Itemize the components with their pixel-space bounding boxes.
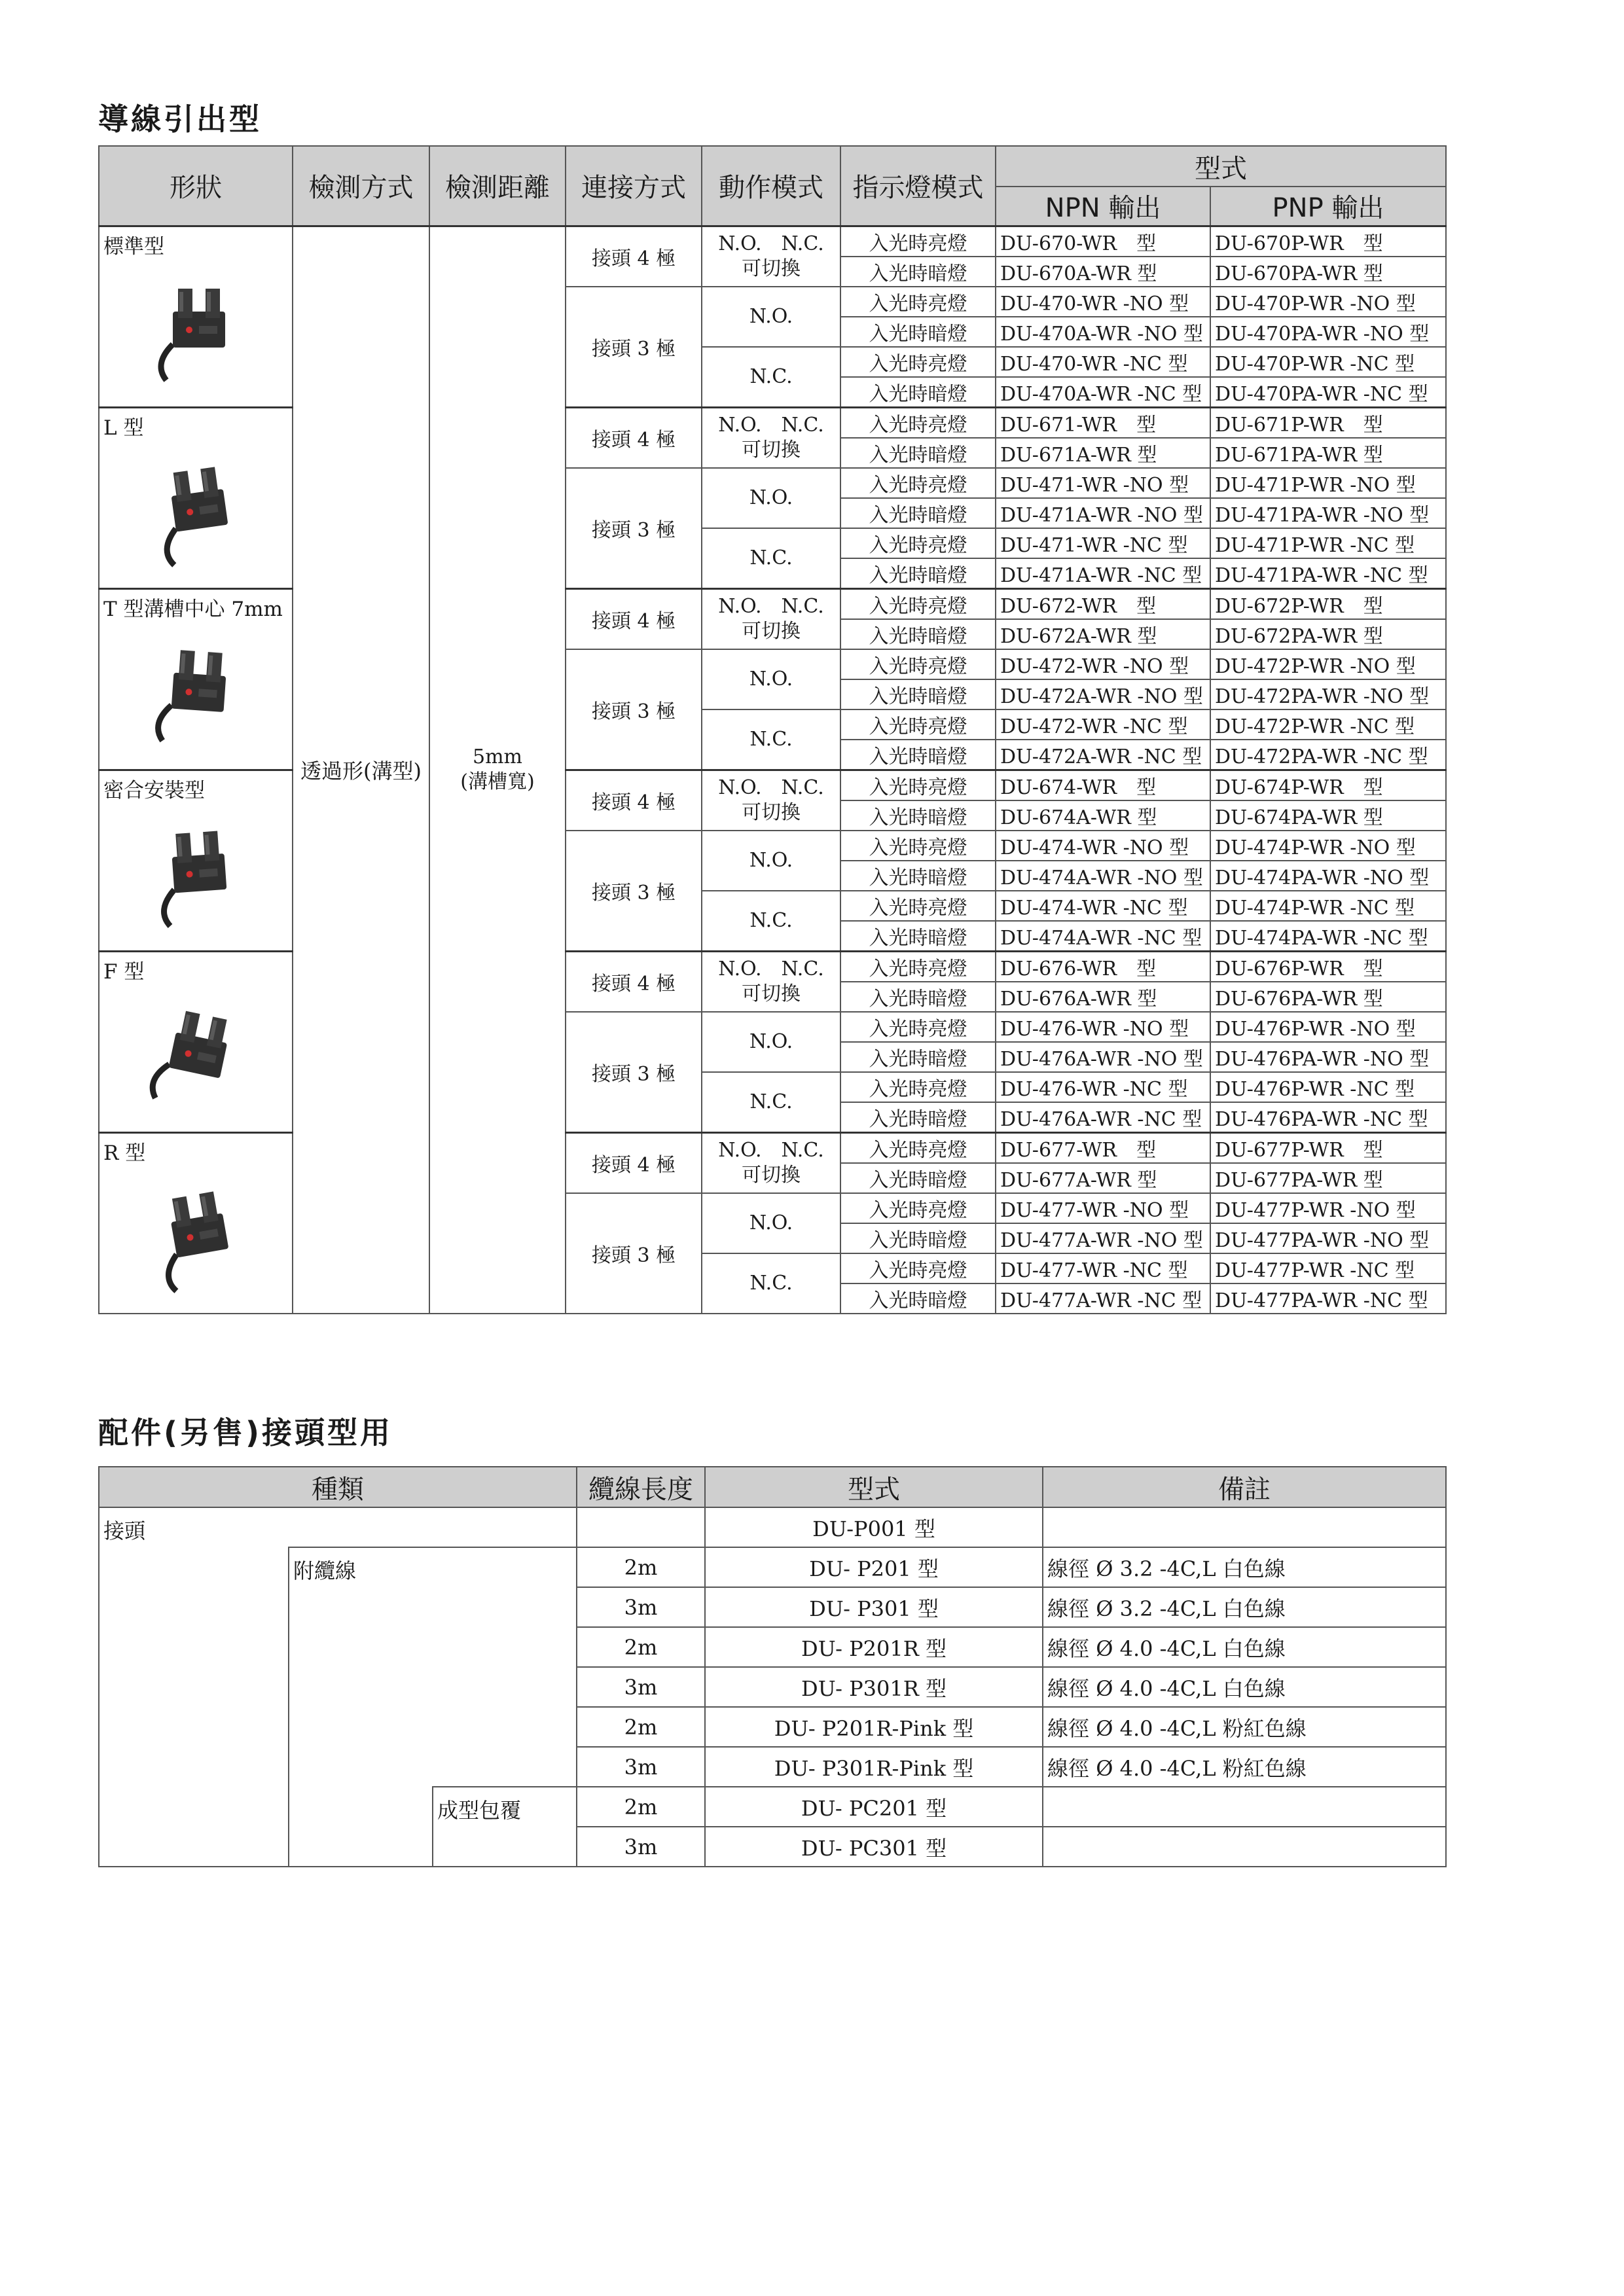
npn-model: DU-472-WR -NC 型 [996, 709, 1210, 740]
accessory-table [98, 1466, 1447, 1867]
pnp-model: DU-674P-WR 型 [1210, 770, 1446, 800]
shape-cell [99, 770, 293, 951]
connection-4pin: 接頭 4 極 [566, 407, 702, 468]
npn-model: DU-476-WR -NC 型 [996, 1072, 1210, 1102]
accessory-model: DU- PC201 型 [705, 1787, 1043, 1827]
npn-model: DU-674A-WR 型 [996, 800, 1210, 831]
pnp-model: DU-471P-WR -NO 型 [1210, 468, 1446, 498]
indicator-mode: 入光時暗燈 [840, 921, 996, 952]
mode-nc: N.C. [702, 1253, 840, 1314]
pnp-model: DU-477PA-WR -NO 型 [1210, 1223, 1446, 1253]
npn-model: DU-471A-WR -NC 型 [996, 558, 1210, 589]
indicator-mode: 入光時亮燈 [840, 770, 996, 800]
pnp-model: DU-470P-WR -NC 型 [1210, 347, 1446, 377]
pnp-model: DU-676PA-WR 型 [1210, 982, 1446, 1012]
indicator-mode: 入光時亮燈 [840, 347, 996, 377]
accessory-note: 線徑 Ø 4.0 -4C,L 粉紅色線 [1043, 1747, 1446, 1787]
cable-length: 3m [577, 1827, 705, 1867]
npn-model: DU-677-WR 型 [996, 1132, 1210, 1163]
accessory-model: DU- PC301 型 [705, 1827, 1043, 1867]
npn-model: DU-472A-WR -NO 型 [996, 679, 1210, 709]
npn-model: DU-670A-WR 型 [996, 257, 1210, 287]
pnp-model: DU-677P-WR 型 [1210, 1132, 1446, 1163]
npn-model: DU-677A-WR 型 [996, 1163, 1210, 1193]
accessory-model: DU-P001 型 [705, 1507, 1043, 1547]
npn-model: DU-470A-WR -NO 型 [996, 317, 1210, 347]
section-title-accessories: 配件(另售)接頭型用 [98, 1415, 393, 1450]
indicator-mode: 入光時暗燈 [840, 498, 996, 528]
pnp-model: DU-472P-WR -NC 型 [1210, 709, 1446, 740]
mode-switch-line1: N.O. N.C. [718, 957, 824, 980]
connection-4pin: 接頭 4 極 [566, 1132, 702, 1193]
npn-model: DU-472A-WR -NC 型 [996, 740, 1210, 770]
sensor-photo-icon [127, 447, 264, 578]
shape-label: L 型 [103, 416, 144, 440]
npn-model: DU-676-WR 型 [996, 951, 1210, 982]
indicator-mode: 入光時亮燈 [840, 649, 996, 679]
npn-model: DU-476A-WR -NC 型 [996, 1102, 1210, 1133]
mode-no: N.O. [702, 287, 840, 347]
table-row [99, 226, 1446, 257]
header-indicator: 指示燈模式 [840, 146, 996, 226]
pnp-model: DU-474P-WR -NC 型 [1210, 891, 1446, 921]
pnp-model: DU-672P-WR 型 [1210, 588, 1446, 619]
shape-label: 標準型 [103, 234, 164, 259]
sensor-photo-icon [127, 1172, 264, 1303]
npn-model: DU-470A-WR -NC 型 [996, 377, 1210, 408]
pnp-model: DU-476PA-WR -NO 型 [1210, 1042, 1446, 1072]
indicator-mode: 入光時亮燈 [840, 891, 996, 921]
distance-note: (溝槽寬) [460, 770, 535, 793]
mode-nc: N.C. [702, 1072, 840, 1133]
connection-4pin: 接頭 4 極 [566, 226, 702, 287]
header-note: 備註 [1043, 1467, 1446, 1507]
mode-switch-line2: 可切換 [742, 438, 801, 461]
indicator-mode: 入光時暗燈 [840, 1102, 996, 1133]
npn-model: DU-477A-WR -NC 型 [996, 1283, 1210, 1314]
indicator-mode: 入光時亮燈 [840, 287, 996, 317]
sensor-photo-icon [127, 991, 264, 1122]
sensor-photo-icon [127, 810, 264, 941]
accessory-note [1043, 1787, 1446, 1827]
indicator-mode: 入光時暗燈 [840, 800, 996, 831]
indicator-mode: 入光時暗燈 [840, 1042, 996, 1072]
connection-4pin: 接頭 4 極 [566, 588, 702, 649]
table-row [99, 1547, 1446, 1587]
mode-switch-line1: N.O. N.C. [718, 413, 824, 437]
pnp-model: DU-670PA-WR 型 [1210, 257, 1446, 287]
header-pnp: PNP 輸出 [1210, 187, 1446, 226]
mode-nc: N.C. [702, 709, 840, 770]
connection-3pin: 接頭 3 極 [566, 1193, 702, 1314]
mode-switch-line2: 可切換 [742, 800, 801, 824]
pnp-model: DU-676P-WR 型 [1210, 951, 1446, 982]
npn-model: DU-471-WR -NC 型 [996, 528, 1210, 558]
cable-length: 2m [577, 1787, 705, 1827]
mode-switch-line2: 可切換 [742, 982, 801, 1005]
header-length: 纜線長度 [577, 1467, 705, 1507]
npn-model: DU-474A-WR -NC 型 [996, 921, 1210, 952]
connection-3pin: 接頭 3 極 [566, 1012, 702, 1133]
npn-model: DU-470-WR -NO 型 [996, 287, 1210, 317]
pnp-model: DU-474PA-WR -NC 型 [1210, 921, 1446, 952]
accessory-model: DU- P301R 型 [705, 1667, 1043, 1707]
npn-model: DU-671-WR 型 [996, 407, 1210, 438]
indicator-mode: 入光時暗燈 [840, 1223, 996, 1253]
mode-nc: N.C. [702, 891, 840, 952]
connection-4pin: 接頭 4 極 [566, 770, 702, 831]
pnp-model: DU-670P-WR 型 [1210, 226, 1446, 257]
pnp-model: DU-472PA-WR -NO 型 [1210, 679, 1446, 709]
accessory-model: DU- P301 型 [705, 1587, 1043, 1627]
npn-model: DU-477-WR -NC 型 [996, 1253, 1210, 1283]
pnp-model: DU-471PA-WR -NO 型 [1210, 498, 1446, 528]
shape-cell [99, 951, 293, 1132]
kind-spacer [289, 1507, 577, 1547]
cable-length [577, 1507, 705, 1547]
accessory-note: 線徑 Ø 3.2 -4C,L 白色線 [1043, 1587, 1446, 1627]
mode-no: N.O. [702, 831, 840, 891]
accessory-model: DU- P201R-Pink 型 [705, 1707, 1043, 1747]
kind-spacer [433, 1547, 577, 1787]
npn-model: DU-674-WR 型 [996, 770, 1210, 800]
mode-switchable [702, 588, 840, 649]
accessory-note [1043, 1827, 1446, 1867]
header-kind: 種類 [99, 1467, 577, 1507]
pnp-model: DU-674PA-WR 型 [1210, 800, 1446, 831]
mode-switchable [702, 407, 840, 468]
indicator-mode: 入光時亮燈 [840, 226, 996, 257]
indicator-mode: 入光時亮燈 [840, 951, 996, 982]
mode-nc: N.C. [702, 528, 840, 589]
shape-cell [99, 226, 293, 407]
indicator-mode: 入光時暗燈 [840, 861, 996, 891]
connection-3pin: 接頭 3 極 [566, 649, 702, 770]
sensor-model-table [98, 145, 1447, 1314]
npn-model: DU-470-WR -NC 型 [996, 347, 1210, 377]
cable-length: 3m [577, 1747, 705, 1787]
cable-length: 3m [577, 1667, 705, 1707]
indicator-mode: 入光時亮燈 [840, 1132, 996, 1163]
section-title-lead-wire: 導線引出型 [98, 101, 262, 137]
detection-distance [429, 226, 566, 1314]
npn-model: DU-672-WR 型 [996, 588, 1210, 619]
npn-model: DU-474-WR -NO 型 [996, 831, 1210, 861]
detection-method: 透過形(溝型) [293, 226, 429, 1314]
sensor-table-body [99, 226, 1446, 1314]
pnp-model: DU-477P-WR -NO 型 [1210, 1193, 1446, 1223]
pnp-model: DU-471P-WR -NC 型 [1210, 528, 1446, 558]
pnp-model: DU-477PA-WR -NC 型 [1210, 1283, 1446, 1314]
indicator-mode: 入光時暗燈 [840, 619, 996, 649]
npn-model: DU-671A-WR 型 [996, 438, 1210, 468]
npn-model: DU-477A-WR -NO 型 [996, 1223, 1210, 1253]
mode-no: N.O. [702, 1012, 840, 1072]
pnp-model: DU-677PA-WR 型 [1210, 1163, 1446, 1193]
mode-switch-line1: N.O. N.C. [718, 594, 824, 618]
npn-model: DU-476A-WR -NO 型 [996, 1042, 1210, 1072]
mode-switch-line2: 可切換 [742, 257, 801, 280]
pnp-model: DU-470PA-WR -NC 型 [1210, 377, 1446, 408]
mode-switchable [702, 770, 840, 831]
pnp-model: DU-671PA-WR 型 [1210, 438, 1446, 468]
header-detection: 檢測方式 [293, 146, 429, 226]
mode-no: N.O. [702, 1193, 840, 1253]
mode-nc: N.C. [702, 347, 840, 408]
indicator-mode: 入光時亮燈 [840, 709, 996, 740]
mode-switchable [702, 1132, 840, 1193]
npn-model: DU-676A-WR 型 [996, 982, 1210, 1012]
npn-model: DU-471A-WR -NO 型 [996, 498, 1210, 528]
pnp-model: DU-470PA-WR -NO 型 [1210, 317, 1446, 347]
pnp-model: DU-671P-WR 型 [1210, 407, 1446, 438]
cable-length: 3m [577, 1587, 705, 1627]
pnp-model: DU-471PA-WR -NC 型 [1210, 558, 1446, 589]
kind-connector: 接頭 [99, 1507, 289, 1867]
accessory-note [1043, 1507, 1446, 1547]
pnp-model: DU-472P-WR -NO 型 [1210, 649, 1446, 679]
shape-cell [99, 1132, 293, 1314]
header-model: 型式 [996, 146, 1446, 187]
indicator-mode: 入光時暗燈 [840, 982, 996, 1012]
npn-model: DU-474-WR -NC 型 [996, 891, 1210, 921]
mode-no: N.O. [702, 468, 840, 528]
accessory-table-body [99, 1507, 1446, 1867]
shape-cell [99, 407, 293, 588]
header-distance: 檢測距離 [429, 146, 566, 226]
npn-model: DU-471-WR -NO 型 [996, 468, 1210, 498]
npn-model: DU-477-WR -NO 型 [996, 1193, 1210, 1223]
mode-switchable [702, 951, 840, 1012]
shape-label: F 型 [103, 960, 145, 984]
header-shape: 形狀 [99, 146, 293, 226]
accessory-note: 線徑 Ø 4.0 -4C,L 粉紅色線 [1043, 1707, 1446, 1747]
mode-switch-line1: N.O. N.C. [718, 1138, 824, 1162]
kind-with-cable: 附纜線 [289, 1547, 433, 1867]
indicator-mode: 入光時亮燈 [840, 407, 996, 438]
header-connection: 連接方式 [566, 146, 702, 226]
indicator-mode: 入光時暗燈 [840, 558, 996, 589]
indicator-mode: 入光時亮燈 [840, 1193, 996, 1223]
distance-value: 5mm [473, 745, 522, 768]
table-row [99, 1507, 1446, 1547]
pnp-model: DU-474PA-WR -NO 型 [1210, 861, 1446, 891]
pnp-model: DU-472PA-WR -NC 型 [1210, 740, 1446, 770]
mode-switch-line1: N.O. N.C. [718, 232, 824, 255]
npn-model: DU-672A-WR 型 [996, 619, 1210, 649]
indicator-mode: 入光時亮燈 [840, 831, 996, 861]
pnp-model: DU-476P-WR -NO 型 [1210, 1012, 1446, 1042]
connection-3pin: 接頭 3 極 [566, 831, 702, 952]
accessory-note: 線徑 Ø 3.2 -4C,L 白色線 [1043, 1547, 1446, 1587]
accessory-model: DU- P201R 型 [705, 1627, 1043, 1667]
mode-no: N.O. [702, 649, 840, 709]
cable-length: 2m [577, 1547, 705, 1587]
header-npn: NPN 輸出 [996, 187, 1210, 226]
pnp-model: DU-672PA-WR 型 [1210, 619, 1446, 649]
mode-switch-line2: 可切換 [742, 1163, 801, 1187]
kind-molded: 成型包覆 [433, 1787, 577, 1867]
indicator-mode: 入光時亮燈 [840, 468, 996, 498]
pnp-model: DU-470P-WR -NO 型 [1210, 287, 1446, 317]
indicator-mode: 入光時亮燈 [840, 1253, 996, 1283]
mode-switch-line2: 可切換 [742, 619, 801, 643]
indicator-mode: 入光時暗燈 [840, 377, 996, 408]
indicator-mode: 入光時暗燈 [840, 1163, 996, 1193]
npn-model: DU-472-WR -NO 型 [996, 649, 1210, 679]
indicator-mode: 入光時暗燈 [840, 438, 996, 468]
mode-switch-line1: N.O. N.C. [718, 776, 824, 799]
shape-label: T 型溝槽中心 7mm [103, 597, 283, 621]
npn-model: DU-476-WR -NO 型 [996, 1012, 1210, 1042]
sensor-photo-icon [127, 628, 264, 759]
cable-length: 2m [577, 1627, 705, 1667]
indicator-mode: 入光時暗燈 [840, 1283, 996, 1314]
sensor-photo-icon [127, 266, 264, 397]
npn-model: DU-670-WR 型 [996, 226, 1210, 257]
indicator-mode: 入光時暗燈 [840, 679, 996, 709]
connection-3pin: 接頭 3 極 [566, 468, 702, 589]
connection-4pin: 接頭 4 極 [566, 951, 702, 1012]
indicator-mode: 入光時亮燈 [840, 1072, 996, 1102]
header-model: 型式 [705, 1467, 1043, 1507]
connection-3pin: 接頭 3 極 [566, 287, 702, 408]
accessory-model: DU- P201 型 [705, 1547, 1043, 1587]
indicator-mode: 入光時暗燈 [840, 257, 996, 287]
accessory-note: 線徑 Ø 4.0 -4C,L 白色線 [1043, 1627, 1446, 1667]
mode-switchable [702, 226, 840, 287]
shape-cell [99, 588, 293, 770]
shape-label: R 型 [103, 1141, 146, 1165]
indicator-mode: 入光時亮燈 [840, 528, 996, 558]
pnp-model: DU-476P-WR -NC 型 [1210, 1072, 1446, 1102]
indicator-mode: 入光時暗燈 [840, 740, 996, 770]
indicator-mode: 入光時暗燈 [840, 317, 996, 347]
header-mode: 動作模式 [702, 146, 840, 226]
indicator-mode: 入光時亮燈 [840, 588, 996, 619]
shape-label: 密合安裝型 [103, 778, 205, 802]
pnp-model: DU-477P-WR -NC 型 [1210, 1253, 1446, 1283]
cable-length: 2m [577, 1707, 705, 1747]
accessory-model: DU- P301R-Pink 型 [705, 1747, 1043, 1787]
npn-model: DU-474A-WR -NO 型 [996, 861, 1210, 891]
accessory-note: 線徑 Ø 4.0 -4C,L 白色線 [1043, 1667, 1446, 1707]
indicator-mode: 入光時亮燈 [840, 1012, 996, 1042]
pnp-model: DU-476PA-WR -NC 型 [1210, 1102, 1446, 1133]
pnp-model: DU-474P-WR -NO 型 [1210, 831, 1446, 861]
